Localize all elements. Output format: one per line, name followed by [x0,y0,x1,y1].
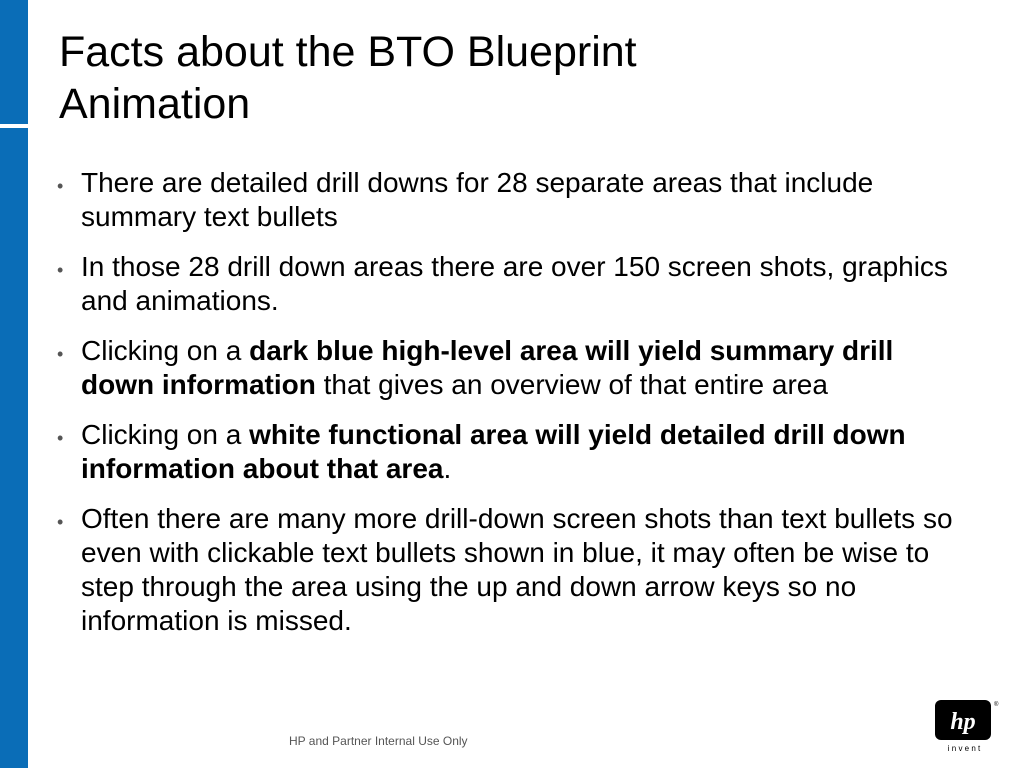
hp-invent-logo [934,698,999,754]
bullet-text: In those 28 drill down areas there are over 150 screen shots, graphics and animations. [81,251,948,316]
bullet-text-pre: Clicking on a [81,335,250,366]
bullet-item [57,250,957,318]
bullet-text-post: . [443,453,452,484]
title-line-1: Facts about the BTO Blueprint [59,28,637,76]
bullet-text-pre: Clicking on a [81,419,250,450]
logo-registered: ® [994,702,999,708]
slide-title [59,26,959,130]
bullet-list [57,166,957,654]
logo-mark: hp [950,709,976,735]
bullet-item [57,418,957,486]
title-line-2: Animation [59,80,251,128]
bullet-dot-icon: • [57,344,64,364]
footer-confidentiality: HP and Partner Internal Use Only [289,734,468,748]
bullet-item [57,166,957,234]
bullet-item [57,334,957,402]
bullet-dot-icon: • [57,260,64,280]
bullet-text: Often there are many more drill-down screen shots than text bullets so even with clickable text bullets shown in blue, it may often be wise to step through the area using the up and down arrow keys so no information is missed. [81,503,953,636]
bullet-text: There are detailed drill downs for 28 separate areas that include summary text bullets [81,167,874,232]
bullet-item [57,502,957,638]
left-accent-bar [0,0,28,768]
bullet-text-bold: dark blue high-level area will yield summary drill down information [81,335,894,400]
bullet-dot-icon: • [57,428,64,448]
bullet-text-bold: white functional area will yield detailed drill down information about that area [81,419,906,484]
bullet-text-post: that gives an overview of that entire area [315,369,828,400]
accent-bar-divider [0,124,28,128]
bullet-dot-icon: • [57,512,64,532]
bullet-dot-icon: • [57,176,64,196]
logo-tagline: i n v e n t [947,744,981,753]
